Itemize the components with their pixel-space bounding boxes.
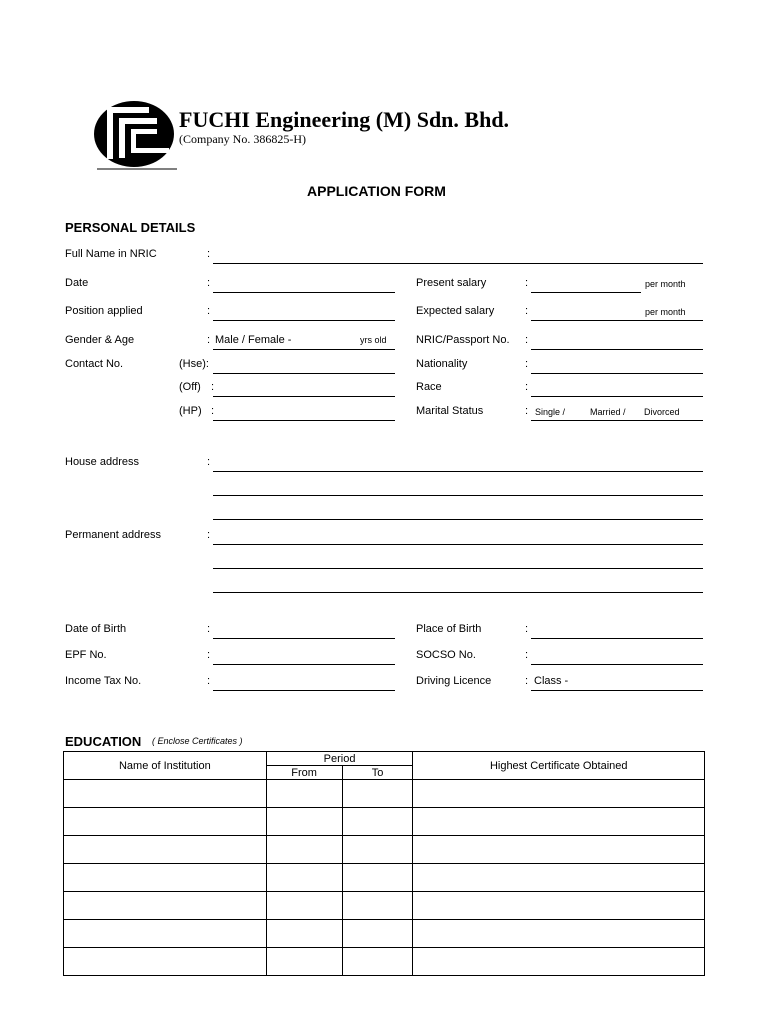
col-header-from: From [266,766,342,780]
colon: : [207,305,211,317]
pob-field[interactable] [531,624,703,639]
company-logo [93,100,177,170]
marital-option-single[interactable]: Single / [535,407,566,417]
colon: : [525,381,529,393]
marital-status-label: Marital Status [416,405,484,417]
to-cell[interactable] [342,920,413,948]
education-header-row [64,752,705,766]
institution-cell[interactable] [64,948,267,976]
race-label: Race [416,381,442,393]
from-cell[interactable] [266,920,342,948]
permanent-address-label: Permanent address [65,529,161,541]
per-month-label: per month [645,307,686,317]
certificate-cell[interactable] [413,808,705,836]
permanent-address-line-2[interactable] [213,554,703,569]
nationality-label: Nationality [416,358,468,370]
from-cell[interactable] [266,780,342,808]
dob-field[interactable] [213,624,395,639]
contact-hp-label: (HP) [179,405,202,417]
table-row [64,836,705,864]
colon: : [207,649,211,661]
institution-cell[interactable] [64,864,267,892]
from-cell[interactable] [266,892,342,920]
yrs-old-label: yrs old [360,335,387,345]
table-row [64,920,705,948]
income-tax-label: Income Tax No. [65,675,142,687]
nric-label: NRIC/Passport No. [416,334,510,346]
certificate-cell[interactable] [413,948,705,976]
education-heading: EDUCATION [65,734,142,749]
contact-hse-label: (Hse): [179,358,209,370]
nric-field[interactable] [531,335,703,350]
driving-class-value: Class - [534,675,569,687]
colon: : [211,405,215,417]
dob-label: Date of Birth [65,623,127,635]
company-number: (Company No. 386825-H) [179,132,306,146]
institution-cell[interactable] [64,808,267,836]
certificate-cell[interactable] [413,836,705,864]
institution-cell[interactable] [64,836,267,864]
to-cell[interactable] [342,836,413,864]
present-salary-label: Present salary [416,277,487,289]
date-label: Date [65,277,89,289]
col-header-to: To [342,766,413,780]
per-month-label: per month [645,279,686,289]
to-cell[interactable] [342,948,413,976]
gender-value: Male / Female - [215,334,292,346]
socso-label: SOCSO No. [416,649,476,661]
colon: : [211,381,215,393]
colon: : [525,649,529,661]
income-tax-field[interactable] [213,676,395,691]
gender-age-label: Gender & Age [65,334,135,346]
colon: : [207,675,211,687]
certificate-cell[interactable] [413,780,705,808]
from-cell[interactable] [266,864,342,892]
house-address-line-3[interactable] [213,505,703,520]
house-address-line-1[interactable] [213,457,703,472]
table-row [64,892,705,920]
colon: : [525,675,529,687]
permanent-address-line-3[interactable] [213,578,703,593]
contact-hp-field[interactable] [213,406,395,421]
position-label: Position applied [65,305,143,317]
full-name-label: Full Name in NRIC [65,248,157,260]
expected-salary-label: Expected salary [416,305,495,317]
colon: : [525,305,529,317]
institution-cell[interactable] [64,920,267,948]
to-cell[interactable] [342,892,413,920]
colon: : [207,248,211,260]
contact-hse-field[interactable] [213,359,395,374]
form-title: APPLICATION FORM [307,183,446,199]
education-table [63,751,705,976]
colon: : [207,623,211,635]
contact-off-field[interactable] [213,382,395,397]
table-row [64,864,705,892]
table-row [64,808,705,836]
education-table-body [64,780,705,976]
education-note: ( Enclose Certificates ) [152,736,243,746]
driving-licence-label: Driving Licence [416,675,492,687]
epf-field[interactable] [213,650,395,665]
colon: : [525,358,529,370]
to-cell[interactable] [342,808,413,836]
from-cell[interactable] [266,948,342,976]
present-salary-field[interactable] [531,278,641,293]
race-field[interactable] [531,382,703,397]
to-cell[interactable] [342,780,413,808]
col-header-institution: Name of Institution [64,752,267,780]
certificate-cell[interactable] [413,892,705,920]
colon: : [207,529,211,541]
certificate-cell[interactable] [413,864,705,892]
contact-label: Contact No. [65,358,124,370]
socso-field[interactable] [531,650,703,665]
company-name: FUCHI Engineering (M) Sdn. Bhd. [179,107,510,132]
colon: : [525,277,529,289]
from-cell[interactable] [266,836,342,864]
epf-label: EPF No. [65,649,107,661]
marital-option-married[interactable]: Married / [590,407,626,417]
from-cell[interactable] [266,808,342,836]
colon: : [207,277,211,289]
col-header-certificate: Highest Certificate Obtained [413,752,705,780]
house-address-line-2[interactable] [213,481,703,496]
col-header-period: Period [266,752,413,766]
personal-details-heading: PERSONAL DETAILS [65,220,196,235]
certificate-cell[interactable] [413,920,705,948]
colon: : [207,456,211,468]
table-row [64,948,705,976]
table-row [64,780,705,808]
contact-off-label: (Off) [179,381,201,393]
full-name-field[interactable] [213,249,703,264]
colon: : [207,334,211,346]
date-field[interactable] [213,278,395,293]
institution-cell[interactable] [64,780,267,808]
marital-option-divorced[interactable]: Divorced [644,407,680,417]
colon: : [525,334,529,346]
to-cell[interactable] [342,864,413,892]
position-field[interactable] [213,306,395,321]
colon: : [525,623,529,635]
permanent-address-line-1[interactable] [213,530,703,545]
colon: : [525,405,529,417]
pob-label: Place of Birth [416,623,482,635]
house-address-label: House address [65,456,139,468]
institution-cell[interactable] [64,892,267,920]
nationality-field[interactable] [531,359,703,374]
